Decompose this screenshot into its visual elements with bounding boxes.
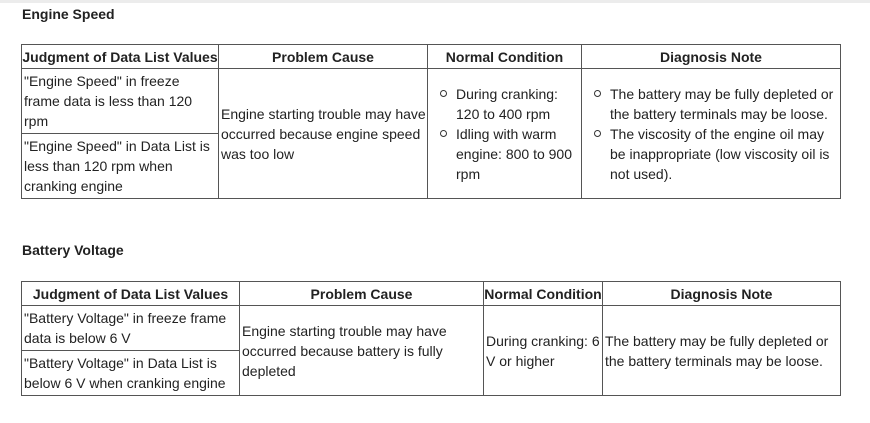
column-header: Judgment of Data List Values — [22, 45, 219, 69]
list-item: Idling with warm engine: 800 to 900 rpm — [430, 124, 580, 184]
diagnosis-note-cell — [582, 69, 841, 199]
top-divider — [0, 0, 870, 3]
list-item: The battery may be fully depleted or the battery terminals may be loose. — [584, 84, 839, 124]
table-header-row — [22, 45, 841, 69]
judgment-cell: "Engine Speed" in freeze frame data is less than 120 rpm — [22, 69, 219, 134]
table-row — [22, 306, 841, 351]
list-item: The viscosity of the engine oil may be inappropriate (low viscosity oil is not used). — [584, 124, 839, 184]
column-header: Normal Condition — [484, 282, 603, 306]
judgment-cell: "Battery Voltage" in Data List is below 6 V when cranking engine — [22, 351, 240, 396]
column-header: Diagnosis Note — [603, 282, 841, 306]
column-header: Diagnosis Note — [582, 45, 841, 69]
judgment-cell: "Engine Speed" in Data List is less than 120 rpm when cranking engine — [22, 134, 219, 199]
column-header: Normal Condition — [428, 45, 582, 69]
section-title-engine-speed: Engine Speed — [22, 6, 115, 22]
battery-voltage-table — [21, 281, 841, 396]
column-header: Problem Cause — [240, 282, 484, 306]
column-header: Judgment of Data List Values — [22, 282, 240, 306]
table-row — [22, 69, 841, 134]
normal-condition-cell: During cranking: 6 V or higher — [484, 306, 603, 396]
section-title-battery-voltage: Battery Voltage — [22, 242, 124, 258]
table-header-row — [22, 282, 841, 306]
column-header: Problem Cause — [219, 45, 428, 69]
normal-condition-cell — [428, 69, 582, 199]
problem-cause-cell: Engine starting trouble may have occurred because engine speed was too low — [219, 69, 428, 199]
engine-speed-table — [21, 44, 841, 199]
diagnosis-note-cell: The battery may be fully depleted or the battery terminals may be loose. — [603, 306, 841, 396]
judgment-cell: "Battery Voltage" in freeze frame data is below 6 V — [22, 306, 240, 351]
problem-cause-cell: Engine starting trouble may have occurred because battery is fully depleted — [240, 306, 484, 396]
list-item: During cranking: 120 to 400 rpm — [430, 84, 580, 124]
